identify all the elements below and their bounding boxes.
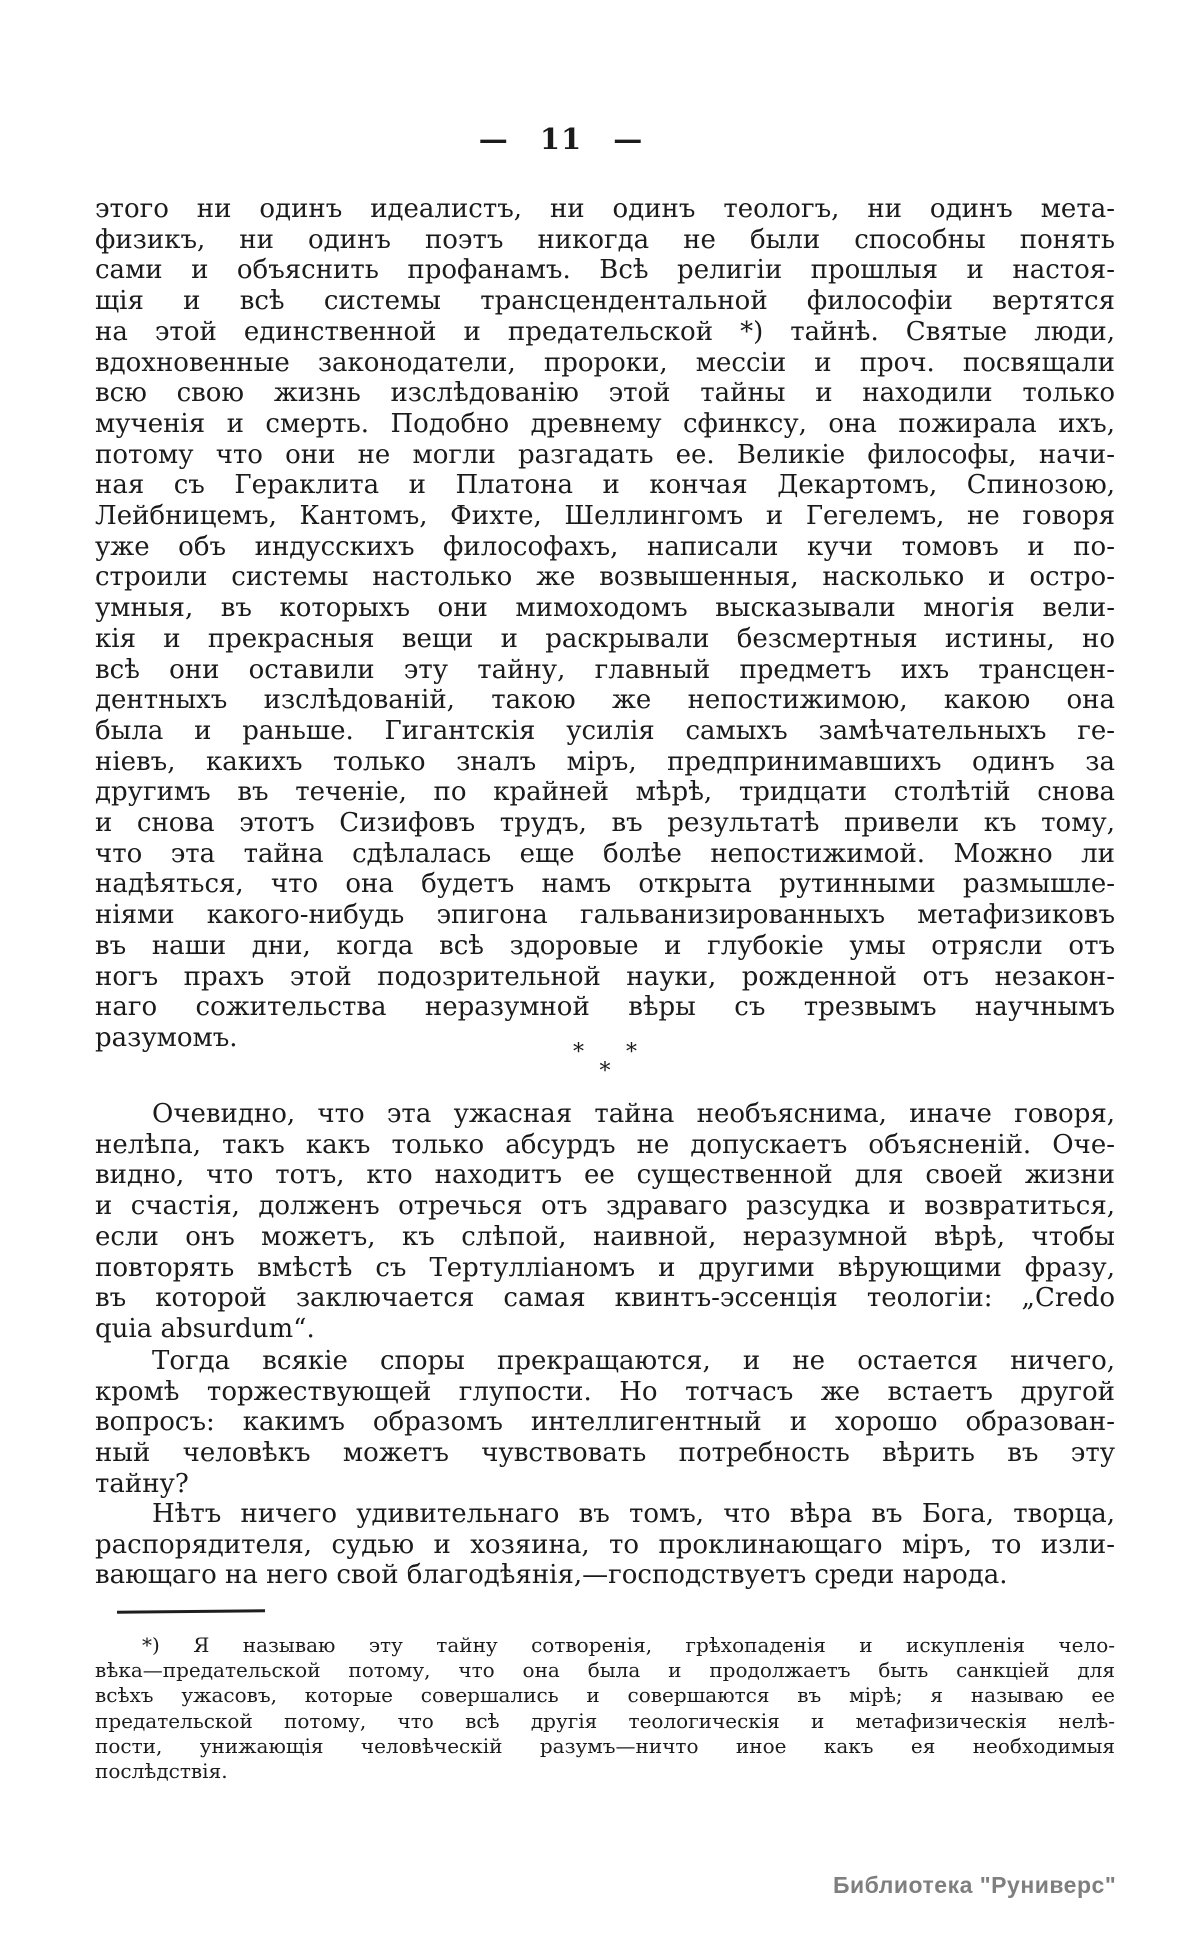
text-line: физикъ, ни одинъ поэтъ никогда не были способны понять <box>95 224 1115 255</box>
text-line: на этой единственной и предательской *) тайнѣ. Святые люди, <box>95 316 1115 347</box>
text-line: Нѣтъ ничего удивительнаго въ томъ, что вѣра въ Бога, творца, <box>152 1499 1115 1529</box>
asterisk-icon: * <box>626 1040 637 1065</box>
text-line: наго сожительства неразумной вѣры съ трезвымъ научнымъ <box>95 992 1115 1023</box>
text-line: если онъ можетъ, къ слѣпой, наивной, неразумной вѣрѣ, чтобы <box>95 1221 1115 1252</box>
text-line: всѣ они оставили эту тайну, главный предметъ ихъ трансцен- <box>95 654 1115 685</box>
text-line: сами и объяснить профанамъ. Всѣ религіи прошлыя и настоя- <box>95 255 1115 286</box>
text-line: предательской потому, что всѣ другія теологическія и метафизическія нелѣ- <box>95 1708 1115 1733</box>
text-line: дентныхъ изслѣдованій, такою же непостижимою, какою она <box>95 685 1115 716</box>
text-line: этого ни одинъ идеалистъ, ни одинъ теологъ, ни одинъ мета- <box>95 194 1115 224</box>
text-line: *) Я называю эту тайну сотворенія, грѣхопаденія и искупленія чело- <box>142 1633 1115 1657</box>
text-line: умныя, въ которыхъ они мимоходомъ высказывали многія вели- <box>95 593 1115 624</box>
text-line: мученія и смерть. Подобно древнему сфинксу, она пожирала ихъ, <box>95 408 1115 439</box>
text-line: Очевидно, что эта ужасная тайна необъяснима, иначе говоря, <box>152 1099 1115 1129</box>
footnote-separator-rule <box>117 1609 265 1614</box>
text-line: уже объ индусскихъ философахъ, написали кучи томовъ и по- <box>95 531 1115 562</box>
text-line: вопросъ: какимъ образомъ интеллигентный и хорошо образован- <box>95 1407 1115 1438</box>
text-line: послѣдствія. <box>95 1759 228 1784</box>
library-watermark: Библиотека "Руниверс" <box>833 1872 1117 1898</box>
text-line: была и раньше. Гигантскія усилія самыхъ замѣчательныхъ ге- <box>95 715 1115 746</box>
text-line: quia absurdum“. <box>95 1313 315 1344</box>
text-line: потому что они не могли разгадать ее. Великіе философы, начи- <box>95 439 1115 470</box>
asterisk-row-bottom <box>95 1059 1115 1084</box>
text-line: тайну? <box>95 1468 189 1499</box>
text-line: кія и прекрасныя вещи и раскрывали безсмертныя истины, но <box>95 623 1115 654</box>
paragraph-3 <box>95 1346 1115 1500</box>
asterisk-icon: * <box>573 1040 584 1065</box>
text-line: всѣхъ ужасовъ, которые совершались и совершаются въ мірѣ; я называю ее <box>95 1683 1115 1708</box>
text-line: вдохновенные законодатели, пророки, мессіи и проч. посвящали <box>95 347 1115 378</box>
paragraph-4 <box>95 1499 1115 1591</box>
text-line: строили системы настолько же возвышенныя, насколько и остро- <box>95 562 1115 593</box>
text-line: Тогда всякіе споры прекращаются, и не остается ничего, <box>152 1346 1115 1376</box>
text-line: разумомъ. <box>95 1022 238 1053</box>
footnote <box>95 1633 1115 1784</box>
text-line: ніевъ, какихъ только зналъ міръ, предпринимавшихъ одинъ за <box>95 746 1115 777</box>
asterisk-section-break <box>95 1040 1115 1084</box>
text-line: ная съ Гераклита и Платона и кончая Декартомъ, Спинозою, <box>95 470 1115 501</box>
text-line: надѣяться, что она будетъ намъ открыта рутинными размышле- <box>95 869 1115 900</box>
text-line: кромѣ торжествующей глупости. Но тотчасъ же встаетъ другой <box>95 1376 1115 1407</box>
text-line: всю свою жизнь изслѣдованію этой тайны и находили только <box>95 378 1115 409</box>
asterisk-icon: * <box>599 1059 611 1084</box>
text-line: вающаго на него свой благодѣянія,—господствуетъ среди народа. <box>95 1560 1008 1591</box>
text-line: распорядителя, судью и хозяина, то проклинающаго міръ, то изли- <box>95 1529 1115 1560</box>
text-line: въ которой заключается самая квинтъ-эссенція теологіи: „Credo <box>95 1283 1115 1314</box>
text-line: ніями какого-нибудь эпигона гальванизированныхъ метафизиковъ <box>95 900 1115 931</box>
text-line: видно, что тотъ, кто находитъ ее существенной для своей жизни <box>95 1160 1115 1191</box>
text-line: вѣка—предательской потому, что она была и продолжаетъ быть санкціей для <box>95 1658 1115 1683</box>
text-line: повторять вмѣстѣ съ Тертулліаномъ и другими вѣрующими фразу, <box>95 1252 1115 1283</box>
text-line: щія и всѣ системы трансцендентальной философіи вертятся <box>95 286 1115 317</box>
paragraph-1 <box>95 194 1115 1054</box>
text-line: Лейбницемъ, Кантомъ, Фихте, Шеллингомъ и Гегелемъ, не говоря <box>95 501 1115 532</box>
text-line: другимъ въ теченіе, по крайней мѣрѣ, тридцати столѣтій снова <box>95 777 1115 808</box>
page-number: — 11 — <box>478 122 644 156</box>
text-line: и снова этотъ Сизифовъ трудъ, въ результатѣ привели къ тому, <box>95 808 1115 839</box>
text-line: нелѣпа, такъ какъ только абсурдъ не допускаетъ объясненій. Оче- <box>95 1129 1115 1160</box>
text-line: что эта тайна сдѣлалась еще болѣе непостижимой. Можно ли <box>95 838 1115 869</box>
text-line: ногъ прахъ этой подозрительной науки, рожденной отъ незакон- <box>95 961 1115 992</box>
paragraph-2 <box>95 1099 1115 1345</box>
text-line: пости, унижающія человѣческій разумъ—ничто иное какъ ея необходимыя <box>95 1733 1115 1758</box>
text-line: ный человѣкъ можетъ чувствовать потребность вѣрить въ эту <box>95 1438 1115 1469</box>
text-line: въ наши дни, когда всѣ здоровые и глубокіе умы отрясли отъ <box>95 930 1115 961</box>
text-line: и счастія, долженъ отречься отъ здраваго разсудка и возвратиться, <box>95 1191 1115 1222</box>
